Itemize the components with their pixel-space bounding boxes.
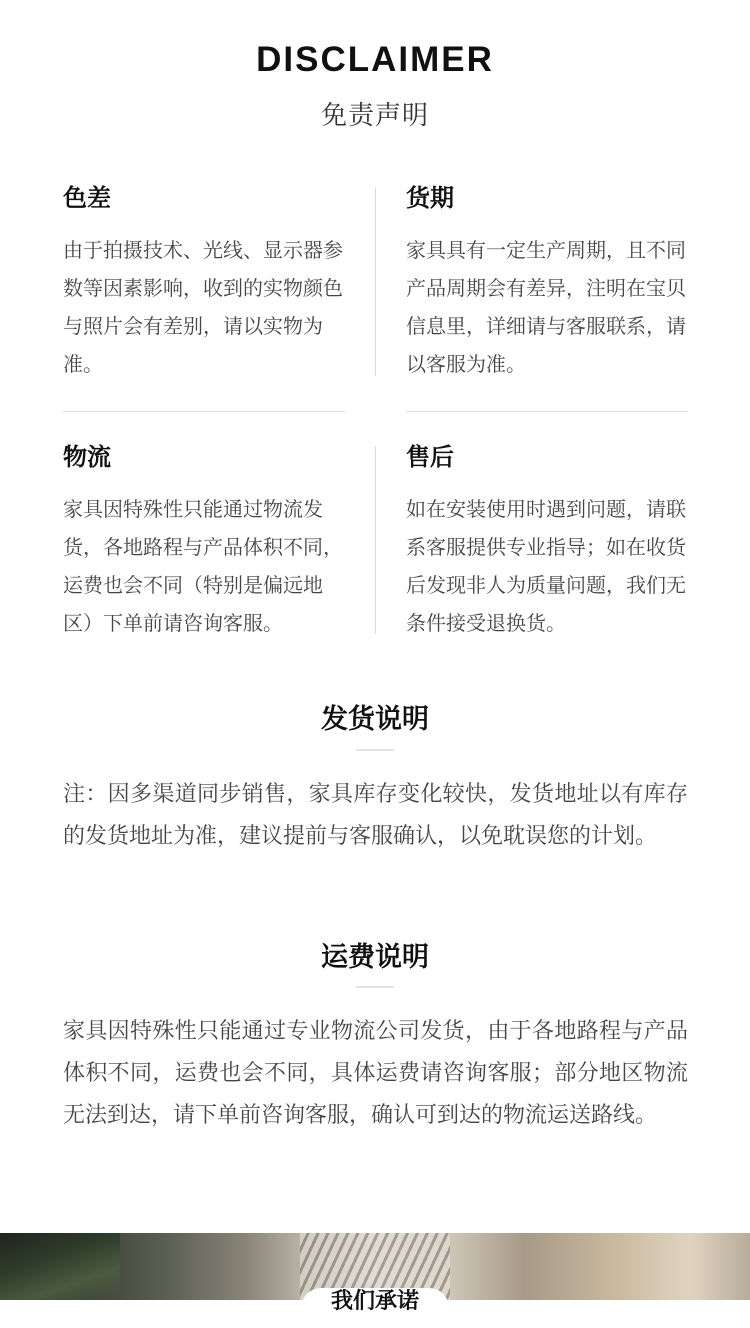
disclaimer-subtitle: 免责声明 [320,101,429,131]
block-title: 售后 [406,443,454,471]
shipping-section-rule [356,749,394,751]
plant-leaf-shape [0,1233,120,1300]
block-text: 家具具有一定生产周期，且不同产品周期会有差异，注明在宝贝信息里，详细请与客服联系，请以客服为准。 [406,238,686,376]
disclaimer-block-after-sales [406,442,688,642]
disclaimer-title: DISCLAIMER [256,40,494,79]
horizontal-divider-right [406,411,688,412]
freight-section-text: 家具因特殊性只能通过专业物流公司发货，由于各地路程与产品体积不同，运费也会不同，具体运费请咨询客服；部分地区物流无法到达，请下单前咨询客服，确认可到达的物流运送路线。 [63,1019,688,1128]
block-title: 物流 [63,443,111,471]
block-text: 由于拍摄技术、光线、显示器参数等因素影响，收到的实物颜色与照片会有差别，请以实物为准。 [63,238,343,376]
freight-section-rule [356,986,394,988]
disclaimer-block-logistics [63,442,345,642]
disclaimer-block-delivery-time [406,183,688,383]
horizontal-divider-left [63,411,345,412]
shipping-section-title: 发货说明 [321,704,429,735]
promise-pill-label: 我们承诺 [301,1288,449,1328]
freight-section-title: 运费说明 [321,942,429,973]
disclaimer-block-color-difference [63,183,345,383]
block-title: 色差 [63,184,111,212]
block-text: 如在安装使用时遇到问题，请联系客服提供专业指导；如在收货后发现非人为质量问题，我们无条件接受退换货。 [406,497,686,635]
block-title: 货期 [406,184,454,212]
vertical-divider-top [375,188,376,376]
block-text: 家具因特殊性只能通过物流发货，各地路程与产品体积不同，运费也会不同（特别是偏远地区）下单前请咨询客服。 [63,497,343,635]
shipping-section-text: 注：因多渠道同步销售，家具库存变化较快，发货地址以有库存的发货地址为准，建议提前与客服确认，以免耽误您的计划。 [63,782,688,849]
vertical-divider-bottom [375,446,376,634]
